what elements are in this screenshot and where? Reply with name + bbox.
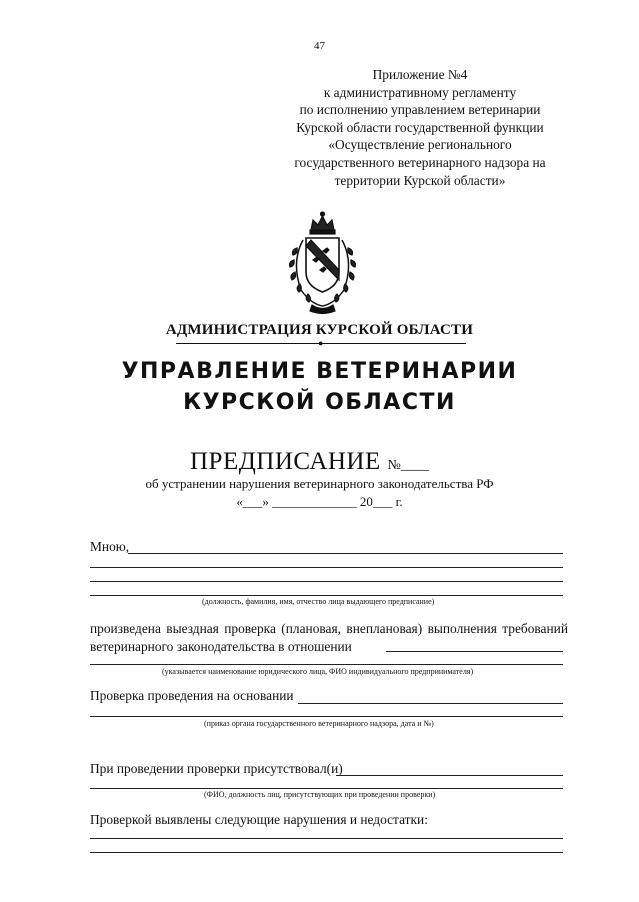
order-date-line: «___» _____________ 20___ г. (236, 494, 403, 509)
annex-line: территории Курской области» (334, 172, 506, 188)
kursk-coat-of-arms-icon (285, 210, 360, 315)
present-label: При проведении проверки присутствовал(и) (90, 761, 343, 776)
divider-dot: ● (318, 338, 324, 348)
order-title: ПРЕДПИСАНИЕ (190, 448, 381, 475)
violations-field-line[interactable] (90, 852, 563, 853)
department-title (0, 356, 639, 418)
present-caption: (ФИО, должность лиц, присутствующих при проведении проверки) (204, 790, 436, 799)
inspection-caption: (указывается наименование юридического лица, ФИО индивидуального предпринимателя) (162, 667, 474, 676)
inspection-field-line[interactable] (386, 651, 563, 652)
annex-block (260, 66, 580, 189)
basis-field-line[interactable] (90, 716, 563, 717)
annex-line: к административному регламенту (323, 84, 517, 100)
annex-line: государственного ветеринарного надзора на (294, 154, 546, 170)
present-field-line[interactable] (336, 775, 563, 776)
basis-field-line[interactable] (298, 703, 563, 704)
department-line: КУРСКОЙ ОБЛАСТИ (183, 390, 456, 415)
by-me-label: Мною, (90, 539, 130, 554)
by-me-field-line[interactable] (90, 581, 563, 582)
inspection-text: произведена выездная проверка (плановая, внеплановая) выполнения требований ветеринарного законодательства в отношении (90, 621, 568, 654)
page-number: 47 (314, 40, 325, 52)
basis-caption: (приказ органа государственного ветеринарного надзора, дата и №) (204, 719, 434, 728)
annex-line: Курской области государственной функции (296, 119, 544, 135)
present-field-line[interactable] (90, 788, 563, 789)
violations-label: Проверкой выявлены следующие нарушения и недостатки: (90, 812, 428, 827)
annex-line: по исполнению управлением ветеринарии (299, 102, 541, 118)
by-me-field-line[interactable] (90, 567, 563, 568)
annex-title: Приложение №4 (372, 67, 468, 82)
inspection-field-line[interactable] (90, 664, 563, 665)
by-me-field-line[interactable] (128, 553, 563, 554)
by-me-field-line[interactable] (90, 595, 563, 596)
by-me-caption: (должность, фамилия, имя, отчество лица выдающего предписание) (202, 597, 435, 606)
order-title-row (190, 448, 429, 476)
basis-label: Проверка проведения на основании (90, 688, 294, 703)
violations-field-line[interactable] (90, 838, 563, 839)
order-subtitle: об устранении нарушения ветеринарного законодательства РФ (145, 476, 494, 491)
administration-title: АДМИНИСТРАЦИЯ КУРСКОЙ ОБЛАСТИ (165, 322, 474, 338)
order-number: №____ (387, 458, 429, 473)
department-line: УПРАВЛЕНИЕ ВЕТЕРИНАРИИ (121, 359, 518, 384)
annex-line: «Осуществление регионального (328, 137, 512, 153)
